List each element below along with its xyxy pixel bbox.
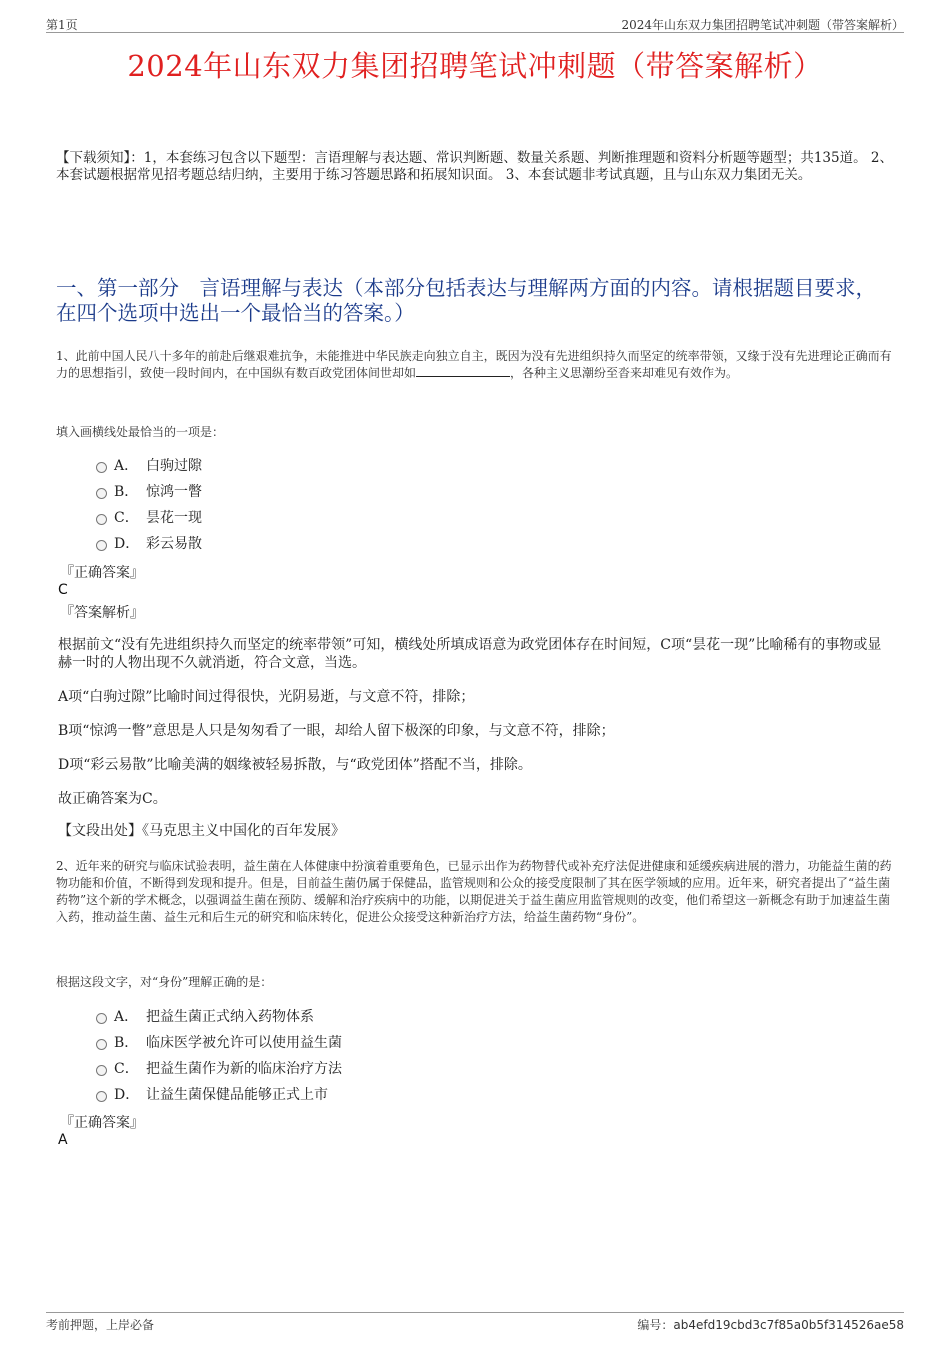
footer-code-label: 编号： [637,1318,674,1332]
radio-icon[interactable] [96,514,107,525]
option-text: 临床医学被允许可以使用益生菌 [146,1035,342,1051]
page-number: 第1页 [46,18,78,32]
option-text: 白驹过隙 [146,458,202,474]
radio-icon[interactable] [96,488,107,499]
analysis-paragraph: B项“惊鸿一瞥”意思是人只是匆匆看了一眼，却给人留下极深的印象，与文意不符，排除； [58,723,615,739]
correct-answer-label: 『正确答案』 [60,565,144,581]
question-1-stem-after: ，各种主义思潮纷至沓来却难见有效作为。 [510,366,739,380]
option-text: 把益生菌正式纳入药物体系 [146,1009,314,1025]
correct-answer: C [58,582,68,598]
footer-slogan: 考前押题，上岸必备 [46,1318,155,1332]
analysis-paragraph: D项“彩云易散”比喻美满的姻缘被轻易拆散，与“政党团体”搭配不当，排除。 [58,757,532,773]
header-doc-title: 2024年山东双力集团招聘笔试冲刺题（带答案解析） [621,18,904,32]
question-1-prompt: 填入画横线处最恰当的一项是： [56,425,225,439]
option-letter: D． [114,1087,140,1103]
page-footer [46,1312,904,1333]
page-header [46,14,904,33]
analysis-paragraph: 根据前文“没有先进组织持久而坚定的统率带领”可知，横线处所填成语意为政党团体存在时间短，C项“昙花一现”比喻稀有的事物或显赫一时的人物出现不久就消逝，符合文意，当选。 [58,637,882,671]
footer-code-value: ab4efd19cbd3c7f85a0b5f314526ae58 [673,1318,904,1332]
option-text: 把益生菌作为新的临床治疗方法 [146,1061,342,1077]
radio-icon[interactable] [96,1065,107,1076]
analysis-conclusion: 故正确答案为C。 [58,791,167,807]
download-notice: 【下载须知】：1，本套练习包含以下题型：言语理解与表达题、常识判断题、数量关系题、判断推理题和资料分析题等题型；共135道。 2、本套试题根据常见招考题总结归纳，主要用于练习答题思路和拓展知识面。 3、本套试题非考试真题，且与山东双力集团无关。 [56,150,893,183]
option-text: 让益生菌保健品能够正式上市 [146,1087,328,1103]
question-1-stem [56,348,898,382]
option-letter: D． [114,536,140,552]
option-letter: B． [114,1035,139,1051]
radio-icon[interactable] [96,1039,107,1050]
footer-code [637,1316,904,1333]
option-text: 昙花一现 [146,510,202,526]
question-2-stem: 2、近年来的研究与临床试验表明，益生菌在人体健康中扮演着重要角色，已显示出作为药物替代或补充疗法促进健康和延缓疾病进展的潜力，功能益生菌的药物功能和价值，不断得到发现和提升。但是，目前益生菌仍属于保健品，监管规则和公众的接受度限制了其在医学领域的应用。近年来，研究者提出了“益生菌药物”这个新的学术概念，以强调益生菌在预防、缓解和治疗疾病中的功能，以期促进关于益生菌应用监管规则的改变，他们希望这一新概念有助于加速益生菌入药，推动益生菌、益生元和后生元的研究和临床转化，促进公众接受这种新治疗方法，给益生菌药物“身份”。 [56,859,892,924]
correct-answer-label: 『正确答案』 [60,1115,144,1131]
radio-icon[interactable] [96,1091,107,1102]
page-title: 2024年山东双力集团招聘笔试冲刺题（带答案解析） [127,49,823,83]
option-letter: A． [114,1009,139,1025]
correct-answer: A [58,1132,68,1148]
question-1-stem-before: 1、此前中国人民八十多年的前赴后继艰难抗争，未能推进中华民族走向独立自主，既因为没有先进组织持久而坚定的统率带领，又缘于没有先进理论正确而有力的思想指引，致使一段时间内，在中国纵有数百政党团体间世却如 [56,349,892,380]
option-letter: A． [114,458,139,474]
radio-icon[interactable] [96,1013,107,1024]
analysis-paragraph: A项“白驹过隙”比喻时间过得很快，光阴易逝，与文意不符，排除； [58,689,475,705]
radio-icon[interactable] [96,462,107,473]
analysis-label: 『答案解析』 [60,605,144,621]
radio-icon[interactable] [96,540,107,551]
answer-blank [416,365,510,377]
option-text: 彩云易散 [146,536,202,552]
section-heading: 一、第一部分 言语理解与表达（本部分包括表达与理解两方面的内容。请根据题目要求，在四个选项中选出一个最恰当的答案。） [56,276,876,325]
option-letter: B． [114,484,139,500]
option-letter: C． [114,1061,139,1077]
option-text: 惊鸿一瞥 [146,484,202,500]
question-2-prompt: 根据这段文字，对“身份”理解正确的是： [56,975,273,989]
option-letter: C． [114,510,139,526]
text-source: 【文段出处】《马克思主义中国化的百年发展》 [58,823,345,839]
